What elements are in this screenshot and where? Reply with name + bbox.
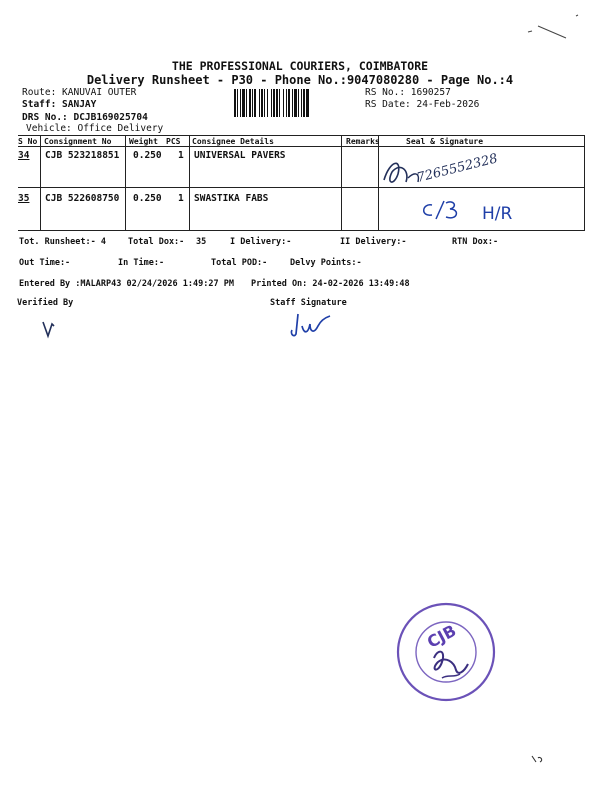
printed-on: Printed On: 24-02-2026 13:49:48	[251, 279, 410, 289]
delvy-points: Delvy Points:-	[290, 258, 362, 268]
col-header-pcs: PCS	[166, 137, 181, 146]
document-title: THE PROFESSIONAL COURIERS, COIMBATORE	[171, 59, 429, 73]
i-delivery: I Delivery:-	[230, 237, 292, 247]
row-weight: 0.250	[133, 150, 162, 161]
row-consignee: SWASTIKA FABS	[194, 193, 269, 204]
handwritten-note	[418, 195, 528, 229]
col-header-sno: S No	[18, 137, 38, 146]
row-consignment: CJB 522608750	[45, 193, 120, 204]
staff-signature-scribble	[288, 308, 334, 340]
row-sno: 34	[18, 150, 30, 161]
route-text: Route: KANUVAI OUTER	[22, 87, 137, 98]
staff-text: Staff: SANJAY	[22, 99, 97, 110]
stamp-text: CJB	[424, 620, 460, 652]
company-stamp	[394, 600, 498, 704]
verified-by-label: Verified By	[17, 298, 74, 308]
rs-number: RS No.: 1690257	[365, 87, 451, 98]
small-pen-mark	[528, 752, 548, 766]
total-pod: Total POD:-	[211, 258, 268, 268]
barcode	[234, 89, 362, 117]
total-dox-value: 35	[196, 237, 207, 247]
col-header-consignee: Consignee Details	[192, 137, 274, 146]
total-runsheet: Tot. Runsheet:- 4	[19, 237, 106, 247]
row-sno: 35	[18, 193, 30, 204]
col-header-consignment: Consignment No	[44, 137, 112, 146]
col-header-weight: Weight	[129, 137, 158, 146]
in-time: In Time:-	[118, 258, 165, 268]
rs-date: RS Date: 24-Feb-2026	[365, 99, 480, 110]
row-pcs: 1	[178, 193, 184, 204]
handwritten-phone: 7265552328	[415, 151, 500, 186]
handwritten-hr: H/R	[482, 204, 513, 224]
row-weight: 0.250	[133, 193, 162, 204]
row-consignment: CJB 523218851	[45, 150, 120, 161]
staff-signature-label: Staff Signature	[270, 298, 347, 308]
entered-by: Entered By :MALARP43 02/24/2026 1:49:27 PM	[19, 279, 234, 289]
rtn-dox: RTN Dox:-	[452, 237, 499, 247]
col-header-seal: Seal & Signature	[406, 137, 484, 146]
verified-mark	[40, 318, 60, 340]
vehicle-text: Vehicle: Office Delivery	[26, 123, 164, 134]
drs-number: DRS No.: DCJB169025704	[22, 112, 148, 123]
out-time: Out Time:-	[19, 258, 71, 268]
row-pcs: 1	[178, 150, 184, 161]
stray-pen-marks	[520, 12, 590, 46]
col-header-remarks: Remarks	[346, 137, 380, 146]
ii-delivery: II Delivery:-	[340, 237, 407, 247]
row-consignee: UNIVERSAL PAVERS	[194, 150, 286, 161]
handwritten-signature	[380, 150, 520, 194]
document-subtitle: Delivery Runsheet - P30 - Phone No.:9047080280 - Page No.:4	[86, 73, 514, 87]
total-dox-label: Total Dox:-	[128, 237, 185, 247]
